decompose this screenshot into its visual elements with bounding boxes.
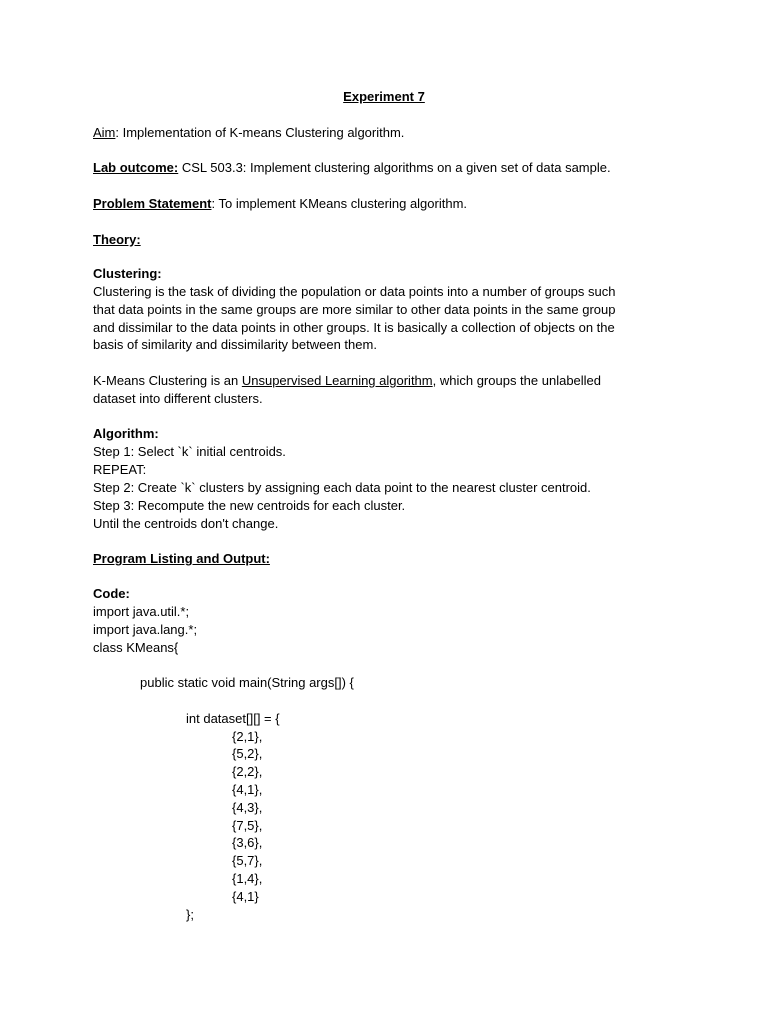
algorithm-step: Step 3: Recompute the new centroids for each cluster. [93, 498, 406, 513]
algorithm-step: Step 2: Create `k` clusters by assigning each data point to the nearest cluster centroid. [93, 480, 591, 495]
dataset-row: {7,5}, [232, 818, 263, 833]
program-listing-heading: Program Listing and Output: [93, 551, 270, 566]
page-title: Experiment 7 [343, 89, 425, 104]
aim-line [93, 124, 404, 142]
clustering-paragraph-line: and dissimilar to the data points in other groups. It is basically a collection of objects on the [93, 320, 615, 335]
unsupervised-learning-link[interactable]: Unsupervised Learning algorithm [241, 373, 433, 388]
algorithm-step: Step 1: Select `k` initial centroids. [93, 444, 286, 459]
dataset-row: {1,4}, [232, 871, 263, 886]
dataset-row: {3,6}, [232, 835, 263, 850]
code-line: import java.util.*; [93, 604, 190, 619]
lab-outcome-line [93, 159, 611, 177]
code-heading: Code: [93, 586, 130, 601]
kmeans-line-2: dataset into different clusters. [93, 391, 263, 406]
algorithm-step: Until the centroids don't change. [93, 516, 279, 531]
dataset-row: {2,2}, [232, 764, 263, 779]
kmeans-prefix: K-Means Clustering is an [93, 373, 242, 388]
clustering-heading: Clustering: [93, 266, 162, 281]
dataset-row: {4,3}, [232, 800, 263, 815]
kmeans-suffix: , which groups the unlabelled [432, 373, 602, 388]
algorithm-heading: Algorithm: [93, 426, 159, 441]
dataset-row: {4,1} [232, 889, 259, 904]
aim-label: Aim [93, 125, 116, 140]
aim-text: : Implementation of K-means Clustering algorithm. [115, 125, 405, 140]
lab-outcome-text: CSL 503.3: Implement clustering algorithms on a given set of data sample. [178, 160, 611, 175]
code-line-dataset: int dataset[][] = { [186, 711, 280, 726]
algorithm-step: REPEAT: [93, 462, 147, 477]
problem-statement-line [93, 195, 467, 213]
code-line: import java.lang.*; [93, 622, 198, 637]
problem-statement-label: Problem Statement [93, 196, 212, 211]
code-line-main: public static void main(String args[]) { [140, 675, 354, 690]
code-line-close: }; [186, 907, 194, 922]
dataset-row: {2,1}, [232, 729, 263, 744]
dataset-row: {4,1}, [232, 782, 263, 797]
lab-outcome-label: Lab outcome: [93, 160, 179, 175]
dataset-row: {5,2}, [232, 746, 263, 761]
theory-heading: Theory: [93, 232, 141, 247]
dataset-row: {5,7}, [232, 853, 263, 868]
clustering-paragraph-line: Clustering is the task of dividing the population or data points into a number of groups such [93, 284, 616, 299]
code-line: class KMeans{ [93, 640, 179, 655]
clustering-paragraph-line: that data points in the same groups are more similar to other data points in the same group [93, 302, 616, 317]
clustering-paragraph-line: basis of similarity and dissimilarity between them. [93, 337, 377, 352]
problem-statement-text: : To implement KMeans clustering algorithm. [211, 196, 468, 211]
kmeans-line [93, 372, 601, 390]
